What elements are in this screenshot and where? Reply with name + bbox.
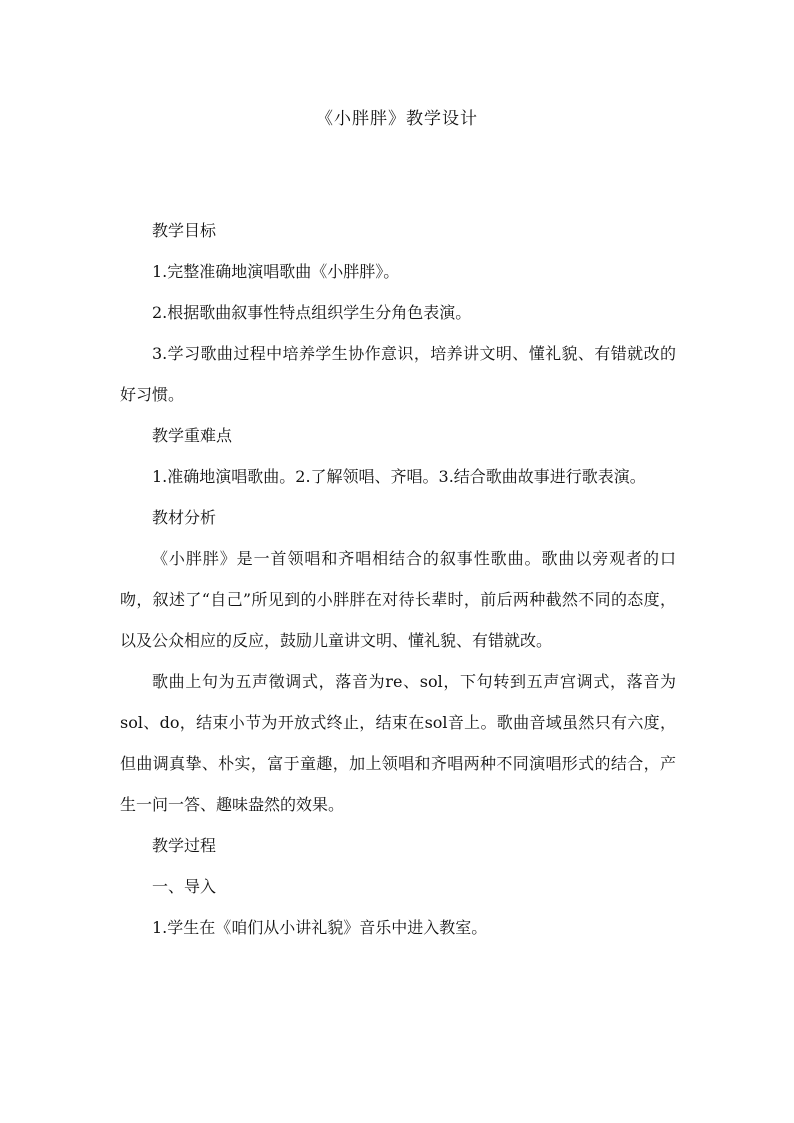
analysis-paragraph-1: 《小胖胖》是一首领唱和齐唱相结合的叙事性歌曲。歌曲以旁观者的口吻，叙述了“自己”所见到的小胖胖在对待长辈时，前后两种截然不同的态度，以及公众相应的反应，鼓励儿童讲文明、懂礼貌、有错就改。: [120, 549, 676, 650]
goal-item-3: 3.学习歌曲过程中培养学生协作意识，培养讲文明、懂礼貌、有错就改的好习惯。: [120, 344, 676, 404]
subsection-heading-introduction: 一、导入: [152, 877, 217, 896]
section-heading-material-analysis: 教材分析: [152, 508, 217, 527]
section-heading-key-points: 教学重难点: [152, 426, 233, 445]
introduction-step-1: 1.学生在《咱们从小讲礼貌》音乐中进入教室。: [152, 918, 488, 937]
section-heading-teaching-goals: 教学目标: [152, 221, 217, 240]
key-points-text: 1.准确地演唱歌曲。2.了解领唱、齐唱。3.结合歌曲故事进行歌表演。: [152, 467, 646, 486]
goal-item-2: 2.根据歌曲叙事性特点组织学生分角色表演。: [152, 303, 472, 322]
section-heading-teaching-process: 教学过程: [152, 836, 217, 855]
analysis-paragraph-2: 歌曲上句为五声徵调式，落音为re、sol，下句转到五声宫调式，落音为sol、do，结束小节为开放式终止，结束在sol音上。歌曲音域虽然只有六度，但曲调真挚、朴实，富于童趣，加上领唱和齐唱两种不同演唱形式的结合，产生一问一答、趣味盎然的效果。: [120, 672, 676, 814]
goal-item-1: 1.完整准确地演唱歌曲《小胖胖》。: [152, 262, 400, 281]
document-title: 《小胖胖》教学设计: [316, 109, 478, 129]
document-body: [120, 210, 676, 948]
